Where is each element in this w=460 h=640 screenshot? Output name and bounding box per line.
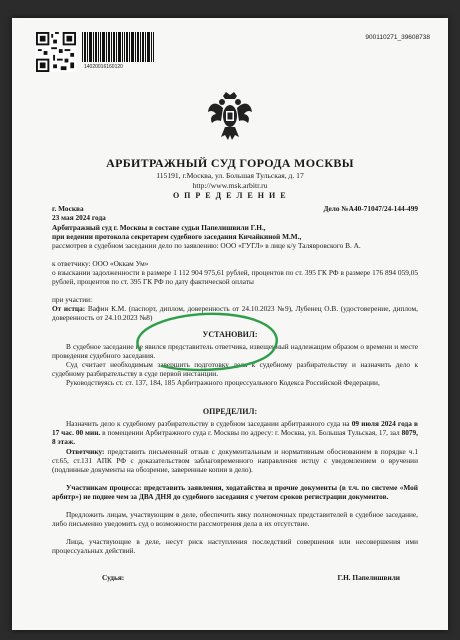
judge-name: Г.Н. Папелишвили (337, 573, 400, 582)
defendant-text: представить письменный отзыв с документальным и нормативным обоснованием в порядке ч.1 ст.65, ст.131 АПК РФ с доказательством заблаговременного направления истцу с уведомлением о вручении (подлинные документы на обозрение, заверенные копии в дело). (52, 447, 418, 474)
opredelil-representatives: Предложить лицам, участвующим в деле, обеспечить явку полномочных представителей в судебное заседание, либо письменно уведомить суд о возможности рассмотрения дела в их отсутствие. (52, 510, 418, 528)
opredelil-risk: Лица, участвующие в деле, несут риск наступления последствий совершения или несовершения ими процессуальных действий. (52, 537, 418, 555)
hearing-text-a: Назначить дело к судебному разбирательству в судебном заседании арбитражного суда на (66, 419, 352, 428)
green-stamp-mark (132, 310, 282, 372)
ustanovil-heading: УСТАНОВИЛ: (202, 330, 258, 339)
opredelil-heading: ОПРЕДЕЛИЛ: (202, 407, 258, 416)
opredelil-participants: Участникам процесса: представить заявления, ходатайства и прочие документы (в т.ч. по системе «Мой арбитр») не поднее чем за ДВА ДНЯ до судебного заседания с учетом сроков регистрации документов. (52, 483, 418, 501)
hearing-text-b: в помещении Арбитражного суда г. Москвы по адресу: г. Москва, ул. Большая Тульская, 17, зал (100, 427, 402, 437)
case-number: Дело №А40-71047/24-144-499 (323, 204, 418, 213)
intro-claimant: рассмотрев в судебном заседании дело по заявлению: ООО «ГУГЛ» в лице к/у Талявровского В. А. (52, 241, 361, 250)
intro-secretary: при ведении протокола секретарем судебного заседания Кичайкиной М.М., (52, 232, 302, 241)
document-page (12, 18, 448, 630)
city-case-line (52, 205, 418, 214)
defendant-label: Ответчику: (66, 447, 105, 456)
intro-defendant: к ответчику: ООО «Оккам Ум» (52, 259, 149, 268)
signature-line (52, 574, 418, 583)
ustanovil-p2: Суд считает необходимым завершить подготовку дела к судебному разбирательству и назначить дело к судебному разбирательству в суде первой инстанции. (52, 360, 418, 378)
intro-claim-subject: о взыскании задолженности в размере 1 112 904 975,61 рублей, процентов по ст. 395 ГК РФ в размере 176 894 059,05 рублей, процентов по ст. 395 ГК РФ по дату фактической оплаты (52, 268, 418, 286)
ustanovil-p3: Руководствуясь ст. ст. 137, 184, 185 Арбитражного процессуального Кодекса Российской Федерации, (66, 378, 380, 387)
intro-participation: при участии: (52, 295, 93, 304)
court-address: 115191, г.Москва, ул. Большая Тульская, д. 17 (156, 171, 304, 180)
opredelil-defendant (52, 448, 418, 475)
document-id: 900110271_39608738 (365, 34, 430, 41)
court-website: http://www.msk.arbitr.ru (192, 180, 268, 190)
opredelil-hearing (52, 420, 418, 447)
coat-of-arms-emblem (207, 90, 253, 142)
hearing-date: 09 июля 2024 года в 17 час. 00 мин. (52, 419, 418, 437)
hearing-room: 8079, 8 этаж. (52, 427, 418, 446)
intro-judge: Арбитражный суд г. Москвы в составе судьи Папелишвили Г.Н., (52, 223, 266, 232)
court-address-block (12, 171, 448, 190)
document-type: О П Р Е Д Е Л Е Н И Е (172, 191, 288, 200)
decision-date: 23 мая 2024 года (52, 213, 106, 222)
ustanovil-p1: В судебное заседание не явился представитель ответчика, извещенный надлежащим образом о времени и месте проведения судебного заседания. (52, 342, 418, 360)
plaintiff-text: Вафин К.М. (паспорт, диплом, доверенность от 24.10.2023 №9), Лубенец О.В. (удостоверение, диплом, доверенность от 24.10.2023 №8) (52, 304, 418, 322)
plaintiff-label: От истца: (52, 304, 86, 313)
court-name: АРБИТРАЖНЫЙ СУД ГОРОДА МОСКВЫ (106, 156, 354, 170)
city: г. Москва (52, 204, 84, 213)
barcode-number: 14020016160120 (84, 64, 123, 70)
qr-code (36, 32, 76, 72)
barcode (82, 32, 154, 62)
signature-label: Судья: (102, 573, 125, 582)
